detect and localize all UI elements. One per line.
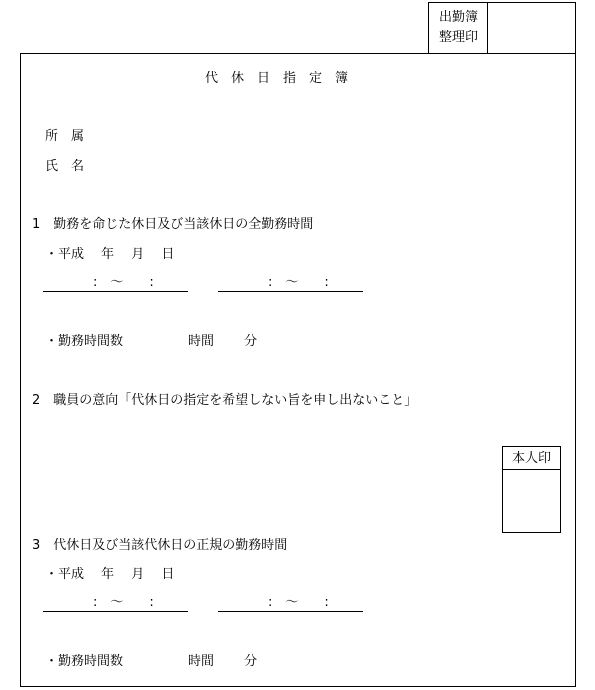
attendance-stamp-divider [487, 3, 488, 53]
name-label: 氏 名 [45, 159, 85, 174]
section1-time-range-2: : ～ : [268, 275, 329, 290]
attendance-stamp-label-2: 整理印 [439, 30, 479, 45]
affiliation-label: 所 属 [45, 129, 85, 144]
section2-heading: 2 職員の意向「代休日の指定を希望しない旨を申し出ないこと」 [32, 393, 418, 408]
personal-seal-box [502, 446, 561, 533]
section3-time-range-2: : ～ : [268, 595, 329, 610]
section1-time-range-1: : ～ : [93, 275, 154, 290]
form-frame [20, 53, 576, 687]
section1-time-underline-2 [218, 291, 363, 292]
form-title: 代 休 日 指 定 簿 [205, 71, 349, 86]
section3-heading: 3 代休日及び当該代休日の正規の勤務時間 [32, 538, 288, 553]
section1-date-line: ・平成 年 月 日 [45, 247, 175, 262]
section3-date-line: ・平成 年 月 日 [45, 567, 175, 582]
section3-time-underline-1 [43, 611, 188, 612]
section1-hours-line: ・勤務時間数 時間 分 [45, 334, 258, 349]
personal-seal-divider [503, 469, 560, 470]
personal-seal-label: 本人印 [512, 451, 552, 466]
section3-time-range-1: : ～ : [93, 595, 154, 610]
section1-time-underline-1 [43, 291, 188, 292]
section1-heading: 1 勤務を命じた休日及び当該休日の全勤務時間 [32, 217, 314, 232]
section3-time-underline-2 [218, 611, 363, 612]
section3-hours-line: ・勤務時間数 時間 分 [45, 654, 258, 669]
attendance-stamp-label-1: 出勤簿 [439, 10, 479, 25]
attendance-stamp-box [428, 2, 576, 54]
